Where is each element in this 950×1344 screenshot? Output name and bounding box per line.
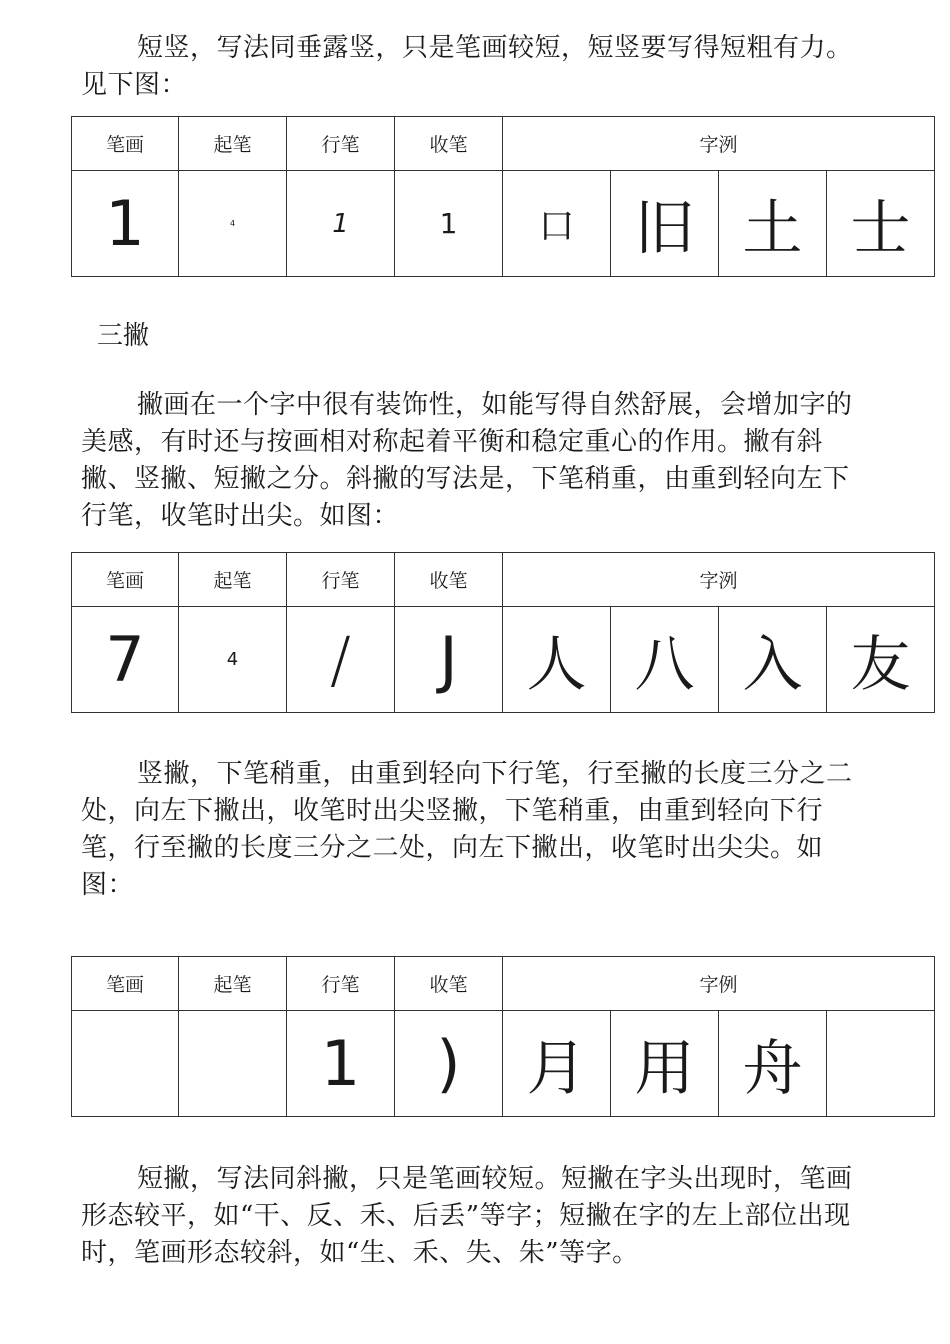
stroke-table-slant <box>71 552 935 713</box>
cell-move: 1 <box>287 1011 395 1117</box>
section-heading: 三撇 <box>97 321 150 351</box>
header-move: 行笔 <box>287 117 395 171</box>
header-end: 收笔 <box>395 117 503 171</box>
cell-stroke <box>72 1011 179 1117</box>
cell-stroke: 1 <box>72 171 179 277</box>
cell-stroke: 7 <box>72 607 179 713</box>
header-stroke: 笔画 <box>72 553 179 607</box>
cell-example: 八 <box>611 607 719 713</box>
header-start: 起笔 <box>179 957 287 1011</box>
cell-end: ) <box>395 1011 503 1117</box>
stroke-table-short-vertical <box>71 116 935 277</box>
paragraph-short-vertical: 短竖，写法同垂露竖，只是笔画较短，短竖要写得短粗有力。见下图： <box>81 33 853 100</box>
cell-start <box>179 1011 287 1117</box>
cell-example: 士 <box>827 171 935 277</box>
stroke-table-vertical-slant <box>71 956 935 1117</box>
cell-example: 人 <box>503 607 611 713</box>
header-end: 收笔 <box>395 957 503 1011</box>
cell-example: 入 <box>719 607 827 713</box>
header-stroke: 笔画 <box>72 117 179 171</box>
cell-example: 友 <box>827 607 935 713</box>
cell-example: 土 <box>719 171 827 277</box>
header-examples: 字洌 <box>503 553 935 607</box>
cell-move: 1 <box>287 171 395 277</box>
header-examples: 字例 <box>503 957 935 1011</box>
header-stroke: 笔画 <box>72 957 179 1011</box>
cell-start: 4 <box>179 171 287 277</box>
header-move: 行笔 <box>287 957 395 1011</box>
paragraph-vertical-slant: 竖撇，下笔稍重，由重到轻向下行笔，行至撇的长度三分之二处，向左下撇出，收笔时出尖竖撇，下笔稍重，由重到轻向下行笔，行至撇的长度三分之二处，向左下撇出，收笔时出尖尖。如图： <box>81 759 853 900</box>
cell-example <box>827 1011 935 1117</box>
cell-example: 口 <box>503 171 611 277</box>
cell-example: 月 <box>503 1011 611 1117</box>
cell-example: 舟 <box>719 1011 827 1117</box>
cell-example: 用 <box>611 1011 719 1117</box>
header-start: 起笔 <box>179 553 287 607</box>
paragraph-slant-stroke: 撇画在一个字中很有装饰性，如能写得自然舒展，会增加字的美感，有时还与按画相对称起着平衡和稳定重心的作用。撇有斜撇、竖撇、短撇之分。斜撇的写法是，下笔稍重，由重到轻向左下行笔，收笔时出尖。如图： <box>81 390 853 531</box>
cell-start: 4 <box>179 607 287 713</box>
cell-move: / <box>287 607 395 713</box>
header-examples: 字洌 <box>503 117 935 171</box>
cell-end: J <box>395 607 503 713</box>
header-end: 收笔 <box>395 553 503 607</box>
paragraph-short-slant: 短撇，写法同斜撇，只是笔画较短。短撇在字头出现时，笔画形态较平，如“干、反、禾、后丢”等字；短撇在字的左上部位出现时，笔画形态较斜，如“生、禾、失、朱”等字。 <box>81 1164 853 1268</box>
header-start: 起笔 <box>179 117 287 171</box>
header-move: 行笔 <box>287 553 395 607</box>
cell-example: 旧 <box>611 171 719 277</box>
cell-end: 1 <box>395 171 503 277</box>
